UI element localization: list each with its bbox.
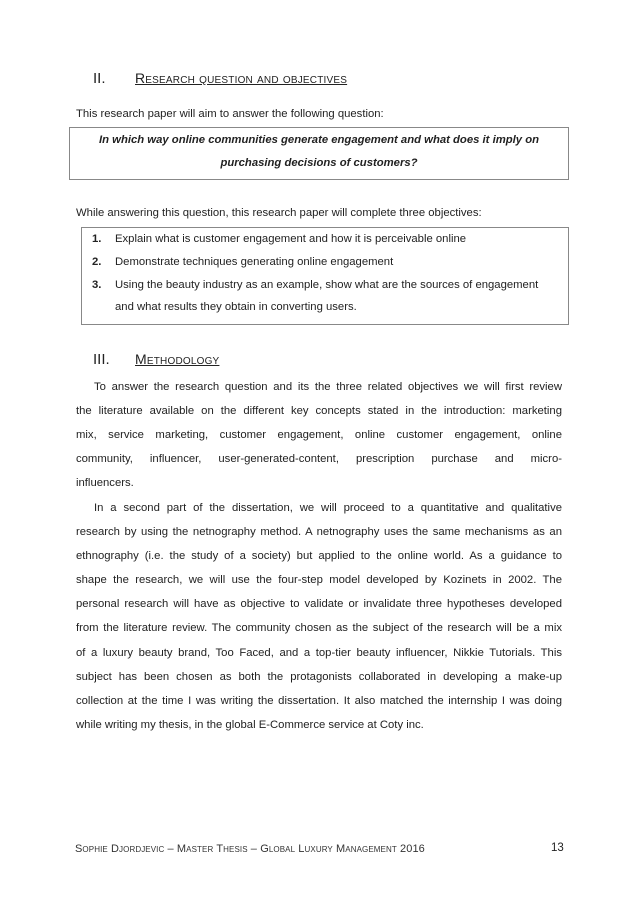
objectives-box xyxy=(81,227,569,325)
section-number: II. xyxy=(93,70,106,87)
text-line: This research paper will aim to answer the following question: xyxy=(76,108,384,120)
text-line: shape the research, we will use the four-step model developed by Kozinets in 2002. The xyxy=(76,574,562,587)
section-title: Methodology xyxy=(135,351,220,367)
footer-separator: – xyxy=(247,843,261,855)
section-title: Research question and objectives xyxy=(135,70,348,86)
text-line: mix, service marketing, customer engagement, online customer engagement, online xyxy=(76,429,562,442)
text-line: research by using the netnography method. A netnography uses the same mechanisms as an xyxy=(76,526,562,539)
section-heading-methodology xyxy=(93,351,219,368)
section-number: III. xyxy=(93,351,110,368)
text-line: the literature available on the different key concepts stated in the introduction: marketing xyxy=(76,405,562,418)
text-line: of a luxury beauty brand, Too Faced, and a top-tier beauty influencer, Nikkie Tutorials. This xyxy=(76,646,562,659)
text-line: subject has been chosen as both the protagonists collaborated in developing a make-up xyxy=(76,670,562,683)
objective-item xyxy=(92,279,538,291)
page-number: 13 xyxy=(551,842,564,854)
text-line: influencers. xyxy=(76,477,134,490)
objective-item xyxy=(92,233,466,245)
text-line: community, influencer, user-generated-content, prescription purchase and micro- xyxy=(76,453,562,466)
text-line: While answering this question, this research paper will complete three objectives: xyxy=(76,207,482,219)
methodology-paragraph-2 xyxy=(76,496,562,737)
text-line: collection at the time I was writing the dissertation. It also matched the internship I was doing xyxy=(76,694,562,707)
text-line: personal research will have as objective to validate or invalidate three hypotheses developed xyxy=(76,598,562,611)
footer-course: Global Luxury Management 2016 xyxy=(260,843,425,855)
text-line: ethnography (i.e. the study of a society) but applied to the online world. As a guidance to xyxy=(76,550,562,563)
research-question-line: In which way online communities generate engagement and what does it imply on xyxy=(98,134,540,146)
text-line: while writing my thesis, in the global E-Commerce service at Coty inc. xyxy=(76,718,424,731)
objective-text: Using the beauty industry as an example, show what are the sources of engagement xyxy=(115,279,539,291)
objectives-intro xyxy=(76,201,562,225)
footer-separator: – xyxy=(164,843,177,855)
text-line: from the literature review. The community chosen as the subject of the research will be a mix xyxy=(76,622,562,635)
methodology-paragraph-1 xyxy=(76,375,562,495)
objective-number: 3. xyxy=(92,279,102,291)
research-question-line: purchasing decisions of customers? xyxy=(220,157,418,169)
intro-paragraph xyxy=(76,102,562,126)
objective-text: Explain what is customer engagement and how it is perceivable online xyxy=(115,233,467,245)
objective-text: Demonstrate techniques generating online engagement xyxy=(115,256,394,268)
page-footer xyxy=(75,843,425,855)
objective-item xyxy=(92,256,393,268)
footer-program: Master Thesis xyxy=(176,843,248,855)
research-question-box xyxy=(69,127,569,180)
text-line: In a second part of the dissertation, we will proceed to a quantitative and qualitative xyxy=(94,502,562,514)
objective-text-continued: and what results they obtain in converting users. xyxy=(115,301,357,313)
footer-author: Sophie Djordjevic xyxy=(75,843,165,855)
objective-number: 1. xyxy=(92,233,102,245)
section-heading-research-question xyxy=(93,70,347,87)
objective-number: 2. xyxy=(92,256,102,268)
text-line: To answer the research question and its the three related objectives we will first review xyxy=(94,381,562,393)
